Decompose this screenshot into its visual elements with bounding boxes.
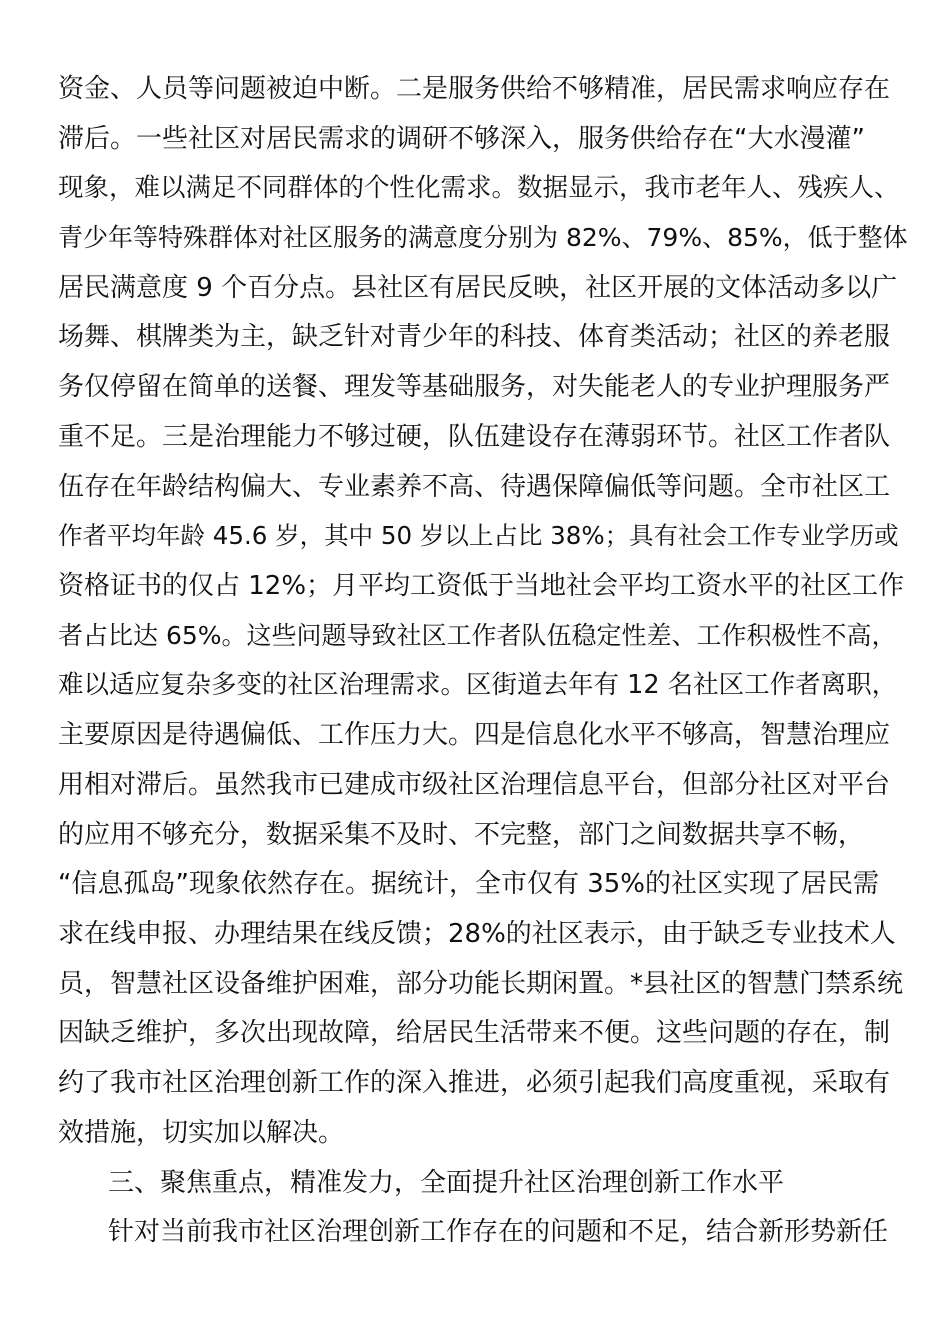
paragraph-line: 居民满意度 9 个百分点。县社区有居民反映，社区开展的文体活动多以广 xyxy=(58,273,898,303)
paragraph-line: 滞后。一些社区对居民需求的调研不够深入，服务供给存在“大水漫灌” xyxy=(58,124,865,154)
paragraph-line: 主要原因是待遇偏低、工作压力大。四是信息化水平不够高，智慧治理应 xyxy=(58,720,891,750)
paragraph-line: 效措施，切实加以解决。 xyxy=(58,1118,345,1148)
paragraph-line: 青少年等特殊群体对社区服务的满意度分别为 82%、79%、85%，低于整体 xyxy=(58,223,908,252)
section-heading: 三、聚焦重点，精准发力，全面提升社区治理创新工作水平 xyxy=(108,1168,785,1198)
paragraph-line: 者占比达 65%。这些问题导致社区工作者队伍稳定性差、工作积极性不高， xyxy=(58,621,897,650)
paragraph-line: 的应用不够充分，数据采集不及时、不完整，部门之间数据共享不畅， xyxy=(58,820,865,850)
paragraph-line: 务仅停留在简单的送餐、理发等基础服务，对失能老人的专业护理服务严 xyxy=(58,372,891,402)
paragraph-line: 约了我市社区治理创新工作的深入推进，必须引起我们高度重视，采取有 xyxy=(58,1068,891,1098)
paragraph-line: 资金、人员等问题被迫中断。二是服务供给不够精准，居民需求响应存在 xyxy=(58,74,891,104)
paragraph-line: 难以适应复杂多变的社区治理需求。区街道去年有 12 名社区工作者离职， xyxy=(58,670,898,700)
paragraph-line: 重不足。三是治理能力不够过硬，队伍建设存在薄弱环节。社区工作者队 xyxy=(58,422,891,452)
paragraph-line: 针对当前我市社区治理创新工作存在的问题和不足，结合新形势新任 xyxy=(108,1217,889,1247)
paragraph-line: 伍存在年龄结构偏大、专业素养不高、待遇保障偏低等问题。全市社区工 xyxy=(58,472,891,502)
paragraph-line: 场舞、棋牌类为主，缺乏针对青少年的科技、体育类活动；社区的养老服 xyxy=(58,322,891,352)
paragraph-line: 员，智慧社区设备维护困难，部分功能长期闲置。*县社区的智慧门禁系统 xyxy=(58,969,904,999)
paragraph-line: 用相对滞后。虽然我市已建成市级社区治理信息平台，但部分社区对平台 xyxy=(58,770,891,800)
paragraph-line: 现象，难以满足不同群体的个性化需求。数据显示，我市老年人、残疾人、 xyxy=(58,173,900,203)
paragraph-line: “信息孤岛”现象依然存在。据统计，全市仅有 35%的社区实现了居民需 xyxy=(58,869,879,899)
paragraph-line: 作者平均年龄 45.6 岁，其中 50 岁以上占比 38%；具有社会工作专业学历或 xyxy=(58,521,899,550)
paragraph-line: 资格证书的仅占 12%；月平均工资低于当地社会平均工资水平的社区工作 xyxy=(58,571,905,601)
paragraph-line: 求在线申报、办理结果在线反馈；28%的社区表示，由于缺乏专业技术人 xyxy=(58,919,896,949)
paragraph-line: 因缺乏维护，多次出现故障，给居民生活带来不便。这些问题的存在，制 xyxy=(58,1018,891,1048)
